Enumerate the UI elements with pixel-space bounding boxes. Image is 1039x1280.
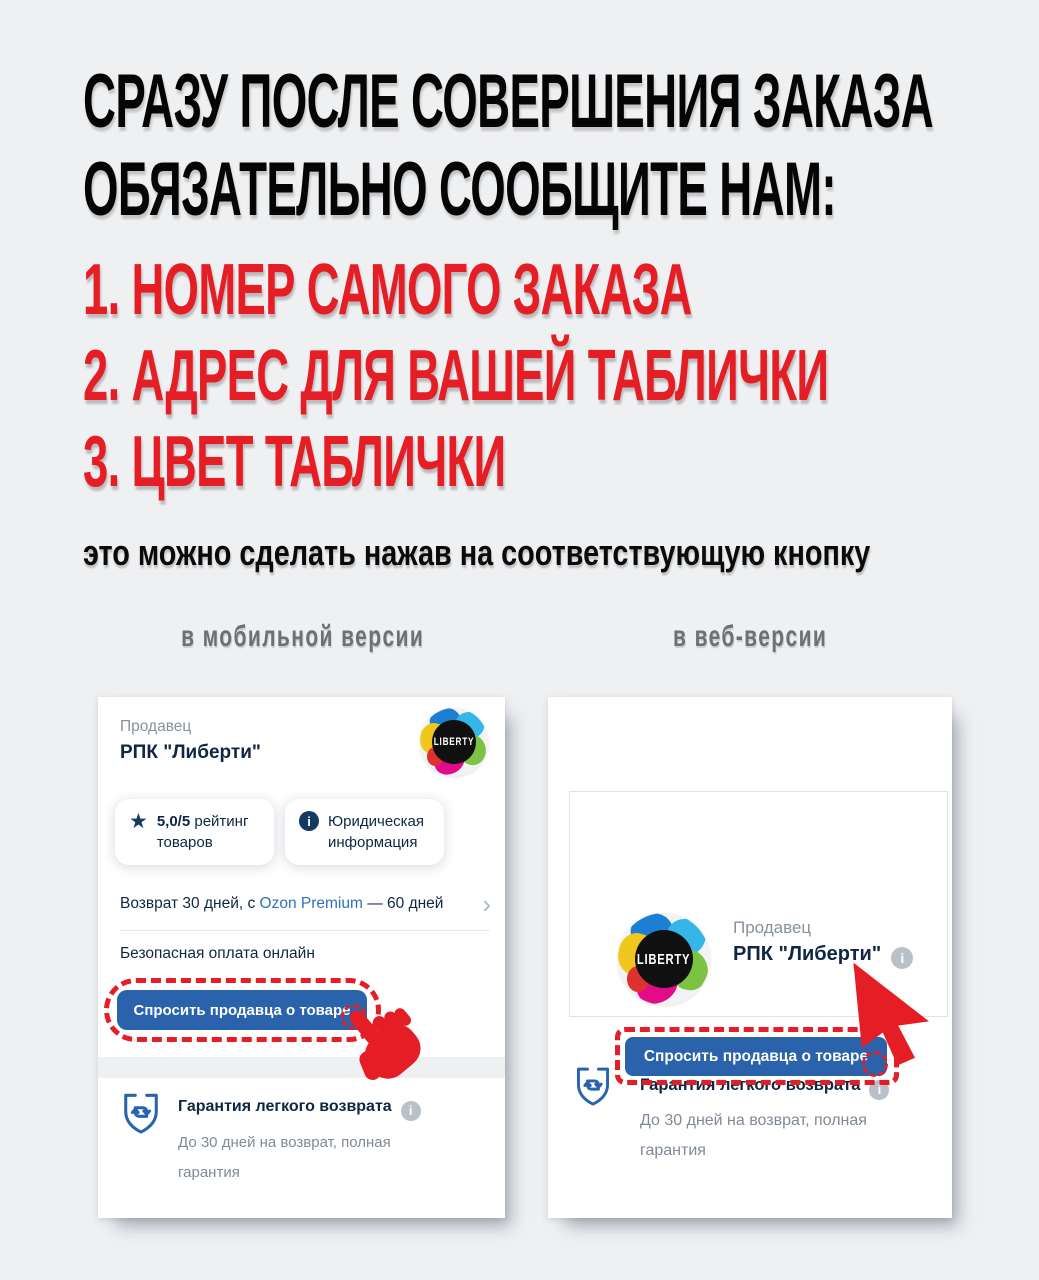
main-heading xyxy=(83,58,1039,234)
guarantee-title: Гарантия легкого возврата i xyxy=(640,1076,889,1100)
mobile-app-screenshot-card xyxy=(98,697,505,1218)
info-icon[interactable]: i xyxy=(891,947,913,969)
return-policy-row[interactable] xyxy=(120,895,460,913)
ozon-premium-link[interactable]: Ozon Premium xyxy=(259,895,363,912)
logo-center-disc xyxy=(432,720,476,764)
web-version-label: в веб-версии xyxy=(672,620,828,653)
guarantee-title: Гарантия легкого возврата i xyxy=(178,1098,421,1121)
logo-text: LIBERTY xyxy=(433,736,475,748)
return-policy-prefix: Возврат 30 дней, с xyxy=(120,895,260,912)
mobile-version-label: в мобильной версии xyxy=(181,620,425,653)
return-guarantee-shield-icon xyxy=(120,1089,162,1141)
section-gap xyxy=(98,1057,505,1078)
required-info-list xyxy=(83,247,1039,505)
star-icon: ★ xyxy=(129,810,148,833)
legal-info-chip[interactable] xyxy=(285,799,444,865)
seller-name: РПК "Либерти" i xyxy=(733,943,913,969)
guarantee-description: До 30 дней на возврат, полная гарантия xyxy=(640,1112,867,1159)
pointing-hand-icon xyxy=(328,993,440,1114)
info-icon[interactable]: i xyxy=(869,1080,889,1100)
seller-logo[interactable] xyxy=(420,708,488,776)
web-screenshot-card xyxy=(548,697,952,1218)
heading-line-1: СРАЗУ ПОСЛЕ СОВЕРШЕНИЯ ЗАКАЗА xyxy=(83,59,934,144)
guarantee-description: До 30 дней на возврат, полная гарантия xyxy=(178,1134,391,1181)
rating-chip-text: 5,0/5 рейтинг товаров xyxy=(156,813,249,851)
ask-seller-button[interactable]: Спросить продавца о товаре xyxy=(625,1037,887,1076)
chevron-right-icon[interactable]: › xyxy=(482,889,491,919)
info-icon[interactable]: i xyxy=(401,1101,421,1121)
list-item-order-number: 1. НОМЕР САМОГО ЗАКАЗА xyxy=(83,250,692,330)
seller-info-chips xyxy=(115,799,444,865)
legal-info-chip-text: Юридическая информация xyxy=(328,813,425,851)
seller-label: Продавец xyxy=(120,718,192,735)
seller-label: Продавец xyxy=(733,918,812,937)
seller-name: РПК "Либерти" xyxy=(120,742,261,763)
list-item-color: 3. ЦВЕТ ТАБЛИЧКИ xyxy=(83,422,506,502)
secure-payment-text: Безопасная оплата онлайн xyxy=(120,945,315,962)
heading-line-2: ОБЯЗАТЕЛЬНО СООБЩИТЕ НАМ: xyxy=(83,147,836,232)
list-item-address: 2. АДРЕС ДЛЯ ВАШЕЙ ТАБЛИЧКИ xyxy=(83,336,829,416)
rating-chip[interactable] xyxy=(115,799,274,865)
return-policy-suffix: — 60 дней xyxy=(362,895,444,912)
info-icon: i xyxy=(299,811,319,831)
mouse-cursor-icon xyxy=(844,957,944,1074)
logo-text: LIBERTY xyxy=(637,950,691,968)
seller-logo[interactable] xyxy=(618,913,710,1005)
subtitle: это можно сделать нажав на соответствующую кнопку xyxy=(83,532,871,573)
ask-seller-button[interactable]: Спросить продавца о товаре xyxy=(117,990,367,1030)
divider xyxy=(120,930,490,931)
return-guarantee-shield-icon xyxy=(573,1063,613,1113)
